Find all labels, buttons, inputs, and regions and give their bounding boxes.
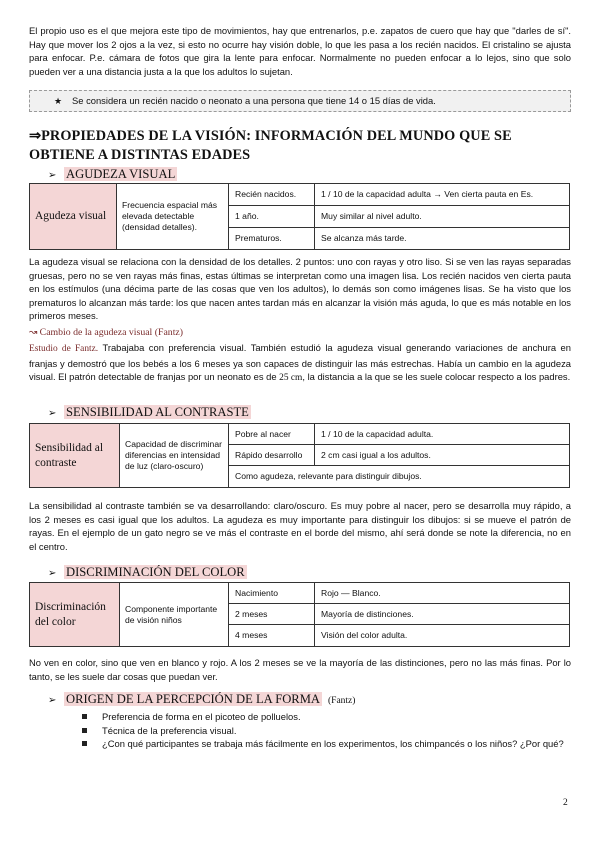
table-cell-value: Rojo — Blanco. [315, 583, 570, 604]
table-cell-age: 1 año. [229, 206, 315, 228]
table-cell-age: Prematuros. [229, 228, 315, 250]
list-item [82, 724, 572, 738]
agudeza-title: AGUDEZA VISUAL [66, 167, 176, 181]
table-cell-value: 2 cm casi igual a los adultos. [315, 445, 570, 466]
contraste-table [29, 423, 570, 488]
square-bullet-icon [82, 728, 87, 733]
agudeza-heading [48, 166, 177, 182]
arrow-bullet-icon: ➢ [48, 568, 57, 579]
square-bullet-icon [82, 714, 87, 719]
contraste-label: Sensibilidad al contraste [30, 424, 120, 488]
list-item [82, 737, 572, 751]
fantz-text-a: Trabajaba con preferencia visual. También estudió la agudeza visual generando variaciones de anchura en franjas y demostró que los bebés a los 6 meses ya son capaces de distinguir las más estrechas. Había un cambio en la agudeza visual. El patrón detectable de franjas por un neonato es de [29, 342, 571, 383]
table-cell-age: Recién nacidos. [229, 184, 315, 206]
fantz-distance: 25 cm [279, 373, 303, 384]
table-cell-value: 1 / 10 de la capacidad adulta → Ven cierta pauta en Es. [315, 184, 570, 206]
table-cell-age: 4 meses [229, 625, 315, 647]
section-heading: ⇒PROPIEDADES DE LA VISIÓN: INFORMACIÓN DEL MUNDO QUE SE OBTIENE A DISTINTAS EDADES [29, 128, 512, 163]
forma-tag: (Fantz) [328, 696, 356, 706]
agudeza-table [29, 183, 570, 250]
contraste-heading [48, 404, 251, 420]
list-item-text: ¿Con qué participantes se trabaja más fácilmente en los experimentos, los chimpancés o los niños? ¿Por qué? [102, 738, 564, 749]
color-title: DISCRIMINACIÓN DEL COLOR [66, 565, 245, 579]
cambio-subheading: ↝ Cambio de la agudeza visual (Fantz) [29, 327, 184, 338]
square-bullet-icon [82, 741, 87, 746]
contraste-desc: Capacidad de discriminar diferencias en intensidad de luz (claro-oscuro) [120, 424, 229, 488]
table-cell-value: Se alcanza más tarde. [315, 228, 570, 250]
arrow-bullet-icon: ➢ [48, 695, 57, 706]
fantz-text-b: , la distancia a la que se les suele colocar respecto a los padres. [302, 371, 571, 383]
table-cell-value: Visión del color adulta. [315, 625, 570, 647]
fantz-study-label: Estudio de Fantz. [29, 344, 99, 354]
arrow-bullet-icon: ➢ [48, 170, 57, 181]
table-cell-age: Nacimiento [229, 583, 315, 604]
agudeza-label: Agudeza visual [30, 184, 117, 250]
table-cell-full: Como agudeza, relevante para distinguir dibujos. [229, 466, 570, 488]
forma-title: ORIGEN DE LA PERCEPCIÓN DE LA FORMA [66, 692, 320, 706]
contraste-paragraph: La sensibilidad al contraste también se va desarrollando: claro/oscuro. Es muy pobre al nacer, pero se desarrolla muy rápido, a los 2 meses es casi igual que los adultos. La agudeza es muy importante para distinguir los dibujos: si se mueve el patrón de rayas. En el ejemplo de un gato negro se ve más el contraste en el borde del mismo, ahí será donde se note la diferencia, no en el centro. [29, 500, 571, 552]
list-item [82, 710, 572, 724]
list-item-text: Preferencia de forma en el picoteo de polluelos. [102, 711, 301, 722]
fantz-paragraph [29, 341, 571, 386]
color-table [29, 582, 570, 647]
arrow-bullet-icon: ➢ [48, 408, 57, 419]
table-cell-age: Pobre al nacer [229, 424, 315, 445]
contraste-title: SENSIBILIDAD AL CONTRASTE [66, 405, 249, 419]
color-paragraph: No ven en color, sino que ven en blanco y rojo. A los 2 meses se ve la mayoría de las distinciones, pero no las más finas. Por lo tanto, se les suele dar cosas que puedan ver. [29, 657, 571, 682]
page-number: 2 [563, 798, 568, 808]
definition-note-box [29, 90, 571, 112]
star-icon: ★ [54, 96, 63, 106]
agudeza-paragraph: La agudeza visual se relaciona con la densidad de los detalles. 2 puntos: uno con rayas y otro liso. Si se ven las rayas separadas gruesas, pero no se ven rayas más finas, estas últimas se interpretan como una imagen lisa. Los recién nacidos ven cierta pauta en los estímulos (una décima parte de las cosas que ven los adultos), lo demás son como imágenes lisas. Se ha visto que los prematuros lo alcanzan más tarde: los que nacen antes tardan más en alcanzar la visión más aguda, lo que es más notable en los primeros meses. [29, 256, 571, 322]
list-item-text: Técnica de la preferencia visual. [102, 724, 237, 736]
table-cell-value: Mayoría de distinciones. [315, 604, 570, 625]
note-text: Se considera un recién nacido o neonato a una persona que tiene 14 o 15 días de vida. [72, 95, 436, 106]
color-heading [48, 564, 247, 580]
agudeza-desc: Frecuencia espacial más elevada detectable (densidad detalles). [117, 184, 229, 250]
table-cell-age: 2 meses [229, 604, 315, 625]
forma-bullet-list [82, 710, 572, 751]
color-desc: Componente importante de visión niños [120, 583, 229, 647]
table-cell-age: Rápido desarrollo [229, 445, 315, 466]
table-cell-value: 1 / 10 de la capacidad adulta. [315, 424, 570, 445]
forma-heading [48, 691, 355, 707]
color-label: Discriminación del color [30, 583, 120, 647]
intro-paragraph: El propio uso es el que mejora este tipo de movimientos, hay que entrenarlos, p.e. zapatos de cuero que hay que "darles de sí". Hay que mover los 2 ojos a la vez, si esto no ocurre hay visión doble, lo que les pasa a los recién nacidos. El cristalino se ajusta para enfocar. P.e. cámara de fotos que gira la lente para enfocar. Normalmente no pueden enfocar a lo lejos, sino que solo pueden ver a una distancia justa a la que los adultos lo sujetan. [29, 25, 571, 77]
table-cell-value: Muy similar al nivel adulto. [315, 206, 570, 228]
